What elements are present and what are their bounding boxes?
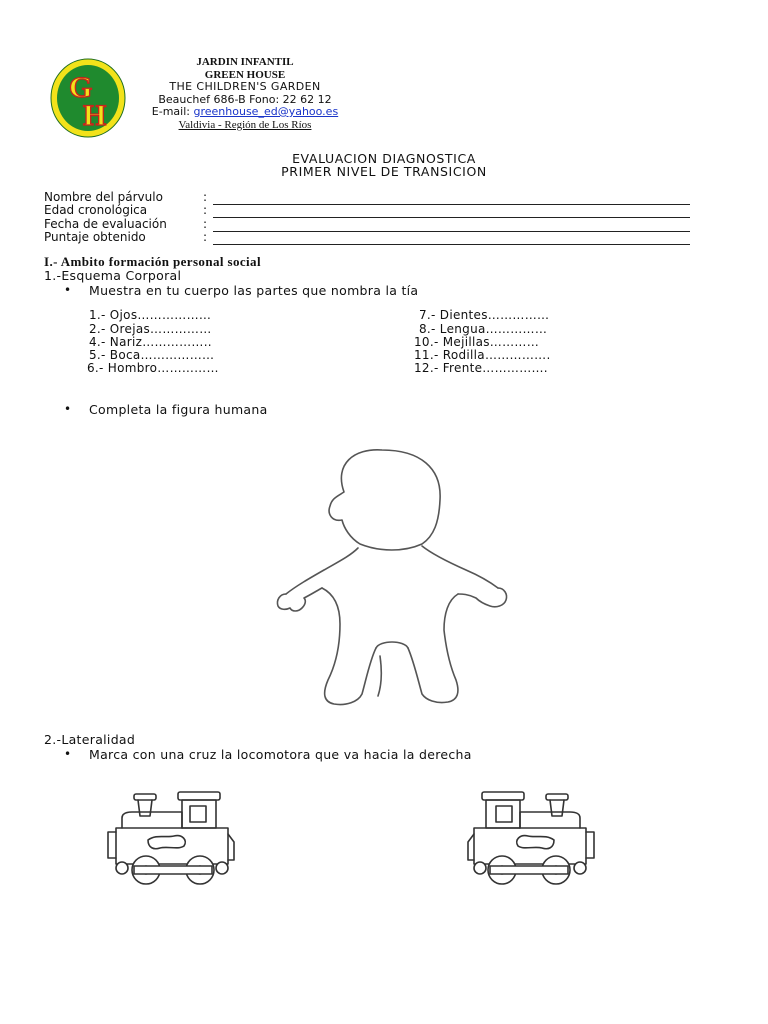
bullet-icon: • <box>64 402 72 416</box>
body-part-item: 2.- Orejas…………… <box>89 322 212 336</box>
field-date-label: Fecha de evaluación <box>44 217 167 231</box>
body-part-item: 6.- Hombro…………… <box>87 361 219 375</box>
svg-text:H: H <box>83 99 107 132</box>
email-label: E-mail: <box>151 105 194 118</box>
school-logo <box>50 58 126 138</box>
logo-emblem-icon <box>50 58 126 138</box>
school-type: JARDIN INFANTIL <box>196 56 294 68</box>
field-score-label: Puntaje obtenido <box>44 230 146 244</box>
field-age-label: Edad cronológica <box>44 203 148 217</box>
locomotive-right-icon[interactable] <box>462 788 598 888</box>
bullet-laterality: Marca con una cruz la locomotora que va hacia la derecha <box>89 747 472 762</box>
email-link[interactable]: greenhouse_ed@yahoo.es <box>193 105 339 118</box>
field-age-colon: : <box>203 203 208 217</box>
bullet-body-parts: Muestra en tu cuerpo las partes que nombra la tía <box>89 283 419 298</box>
body-part-item: 1.- Ojos……………… <box>89 308 212 322</box>
field-score-line[interactable] <box>213 243 690 245</box>
bullet-complete-figure: Completa la figura humana <box>89 402 268 417</box>
body-part-item: 12.- Frente……………. <box>414 361 548 375</box>
school-address: Beauchef 686-B Fono: 22 62 12 <box>158 92 332 106</box>
bullet-icon: • <box>64 747 72 761</box>
field-name-label: Nombre del párvulo <box>44 190 163 204</box>
school-name: GREEN HOUSE <box>204 68 286 81</box>
body-part-item: 8.- Lengua…………… <box>419 322 548 336</box>
field-date-line[interactable] <box>213 230 690 232</box>
doc-title-line1: EVALUACION DIAGNOSTICA <box>292 151 476 166</box>
field-name-colon: : <box>203 190 208 204</box>
school-subtitle: THE CHILDREN'S GARDEN <box>169 80 321 93</box>
body-part-item: 11.- Rodilla……………. <box>414 348 551 362</box>
body-part-item: 4.- Nariz…………….. <box>89 335 212 349</box>
field-age-line[interactable] <box>213 216 690 218</box>
field-score-colon: : <box>203 230 208 244</box>
field-date-colon: : <box>203 217 208 231</box>
bullet-icon: • <box>64 283 72 297</box>
doc-title-line2: PRIMER NIVEL DE TRANSICION <box>281 164 487 179</box>
body-part-item: 7.- Dientes…………… <box>419 308 550 322</box>
human-figure-outline-icon <box>272 444 512 710</box>
body-part-item: 5.- Boca……………… <box>89 348 215 362</box>
school-location: Valdivia - Región de Los Ríos <box>178 118 312 131</box>
locomotive-left-icon[interactable] <box>104 788 240 888</box>
school-header <box>130 56 360 131</box>
body-part-item: 10.- Mejillas………… <box>414 335 540 349</box>
school-email-line <box>130 106 360 119</box>
field-name-line[interactable] <box>213 203 690 205</box>
section1-heading: I.- Ambito formación personal social <box>44 254 261 269</box>
svg-text:G: G <box>69 71 93 104</box>
section1-sub1: 1.-Esquema Corporal <box>44 268 182 283</box>
section2-sub: 2.-Lateralidad <box>44 732 136 747</box>
